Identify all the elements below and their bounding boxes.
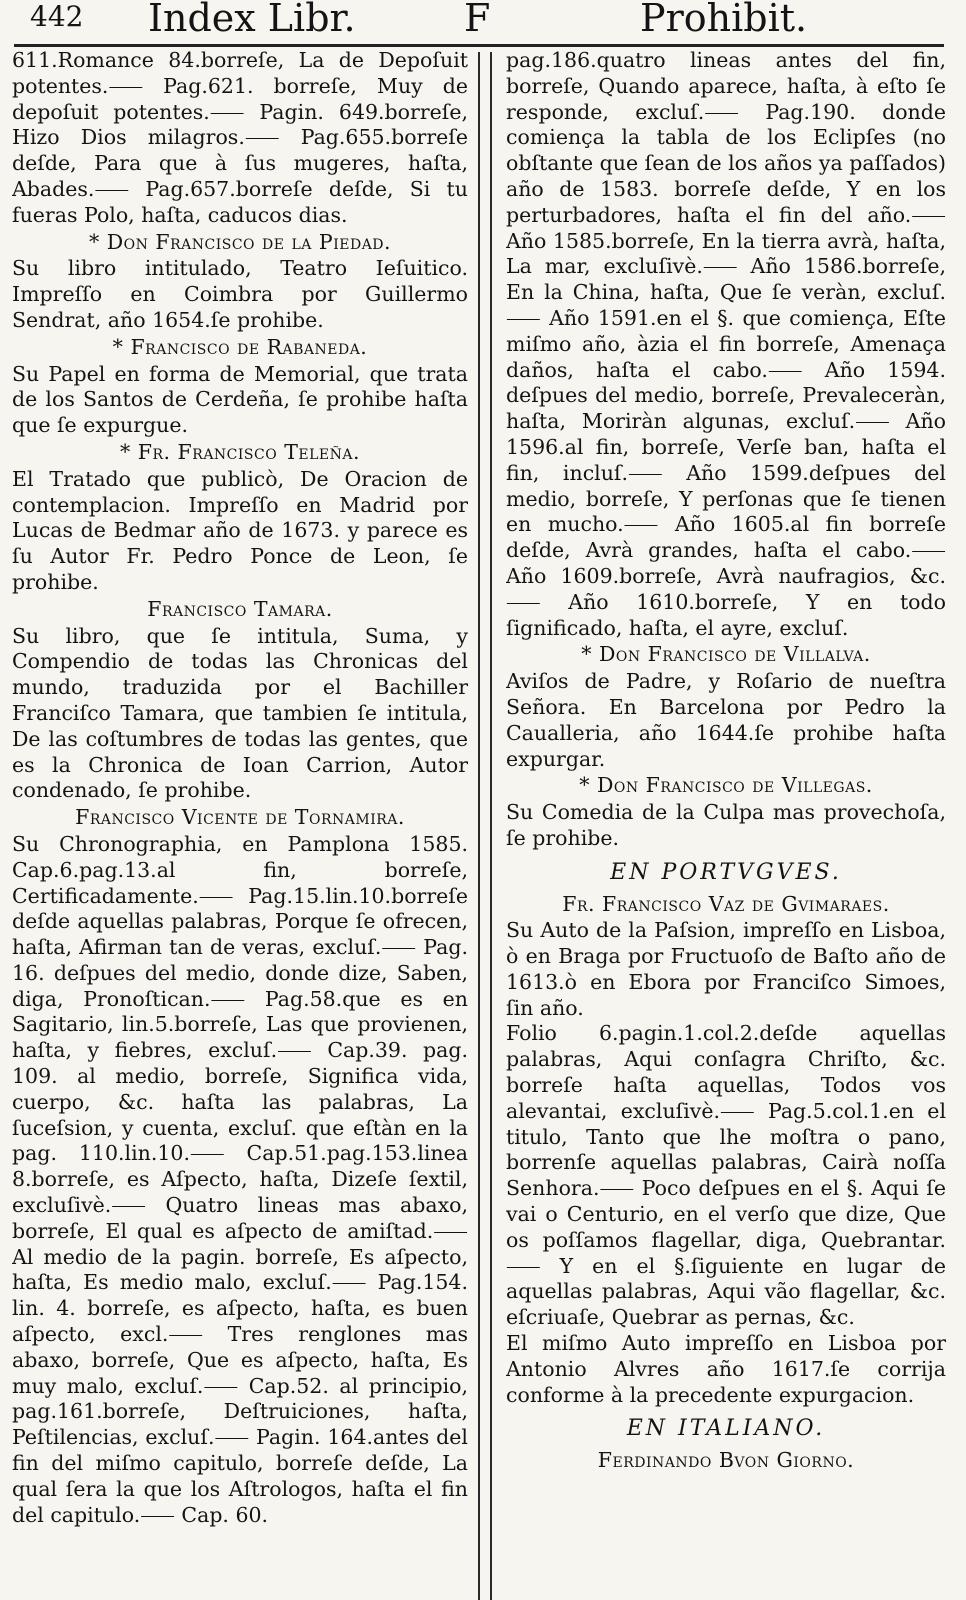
column-divider <box>478 52 480 1600</box>
language-section-heading: EN PORTVGVES. <box>610 859 842 885</box>
entry-text: Folio 6.pagin.1.col.2.deſde aquellas palabras, Aqui conſagra Chriſto, &c. borreſe haſta aquellas, Todos vos alevantai, excluſivè.⸺ Pag.5.col.1.en el titulo, Tanto que lhe moſtra o pano, borrenſe aquellas palabras, Cairà noſſa Senhora.⸺ Poco deſpues en el §. Aqui ſe vai o Centurio, en el verſo que dize, Que os poſſamos flagellar, diga, Quebrantar.⸺ Y en el §.ſiguiente en lugar de aquellas palabras, Aqui vão flagellar, &c. eſcriuaſe, Quebrar as pernas, &c. <box>506 1021 946 1330</box>
author-heading: Francisco Vicente de Tornamira. <box>75 805 405 830</box>
right-column <box>506 48 946 1596</box>
entry-text: Su Auto de la Paſsion, impreſſo en Lisboa, ò en Braga por Fructuoſo de Baſto año de 1613.ò en Ebora por Franciſco Simoes, ſin año. <box>506 918 946 1020</box>
entry-text: 611.Romance 84.borreſe, La de Depoſuit potentes.⸺ Pag.621. borreſe, Muy de depoſuit potentes.⸺ Pagin. 649.borreſe, Hizo Dios milagros.⸺ Pag.655.borreſe deſde, Para que à ſus mugeres, haſta, Abades.⸺ Pag.657.borreſe deſde, Si tu fueras Polo, haſta, caducos dias. <box>12 48 468 227</box>
entry-text: Su libro, que ſe intitula, Suma, y Compendio de todas las Chronicas del mundo, traduzida por el Bachiller Franciſco Tamara, que tambien ſe intitula, De las coſtumbres de todas las gentes, que es la Chronica de Ioan Carrion, Autor condenado, ſe prohibe. <box>12 623 468 803</box>
header-rule <box>14 44 944 47</box>
author-heading: * Francisco de Rabaneda. <box>112 334 368 359</box>
column-divider <box>490 52 492 1600</box>
author-heading: * Don Francisco de Villalva. <box>581 642 871 667</box>
author-heading: Francisco Tamara. <box>147 596 333 621</box>
entry-text: Su Chronographia, en Pamplona 1585. Cap.6.pag.13.al fin, borreſe, Certificadamente.⸺ Pag.15.lin.10.borreſe deſde aquellas palabras, Porque ſe ofrecen, haſta, Afirman tan de veras, excluſ.⸺ Pag. 16. deſpues del medio, donde dize, Saben, diga, Pronoſtican.⸺ Pag.58.que es en Sagitario, lin.5.borreſe, Las que provienen, haſta, y fiebres, excluſ.⸺ Cap.39. pag. 109. al medio, borreſe, Significa vida, cuerpo, &c. haſta las palabras, La ſuceſsion, y cuenta, excluſ. que eſtàn en la pag. 110.lin.10.⸺ Cap.51.pag.153.linea 8.borreſe, es Aſpecto, haſta, Dizeſe ſextil, excluſivè.⸺ Quatro lineas mas abaxo, borreſe, El qual es aſpecto de amiſtad.⸺ Al medio de la pagin. borreſe, Es aſpecto, haſta, Es medio malo, excluſ.⸺ Pag.154. lin. 4. borreſe, es aſpecto, haſta, es buen aſpecto, excl.⸺ Tres renglones mas abaxo, borreſe, Que es aſpecto, haſta, Es muy malo, excluſ.⸺ Cap.52. al principio, pag.161.borreſe, Deſtruiciones, haſta, Peſtilencias, excluſ.⸺ Pagin. 164.antes del fin del miſmo capitulo, borreſe deſde, La qual ſera la que los Aſtrologos, haſta el fin del capitulo.⸺ Cap. 60. <box>12 831 468 1527</box>
entry-text: Su Comedia de la Culpa mas provechoſa, ſe prohibe. <box>506 800 946 850</box>
running-title-left: Index Libr. <box>148 0 356 40</box>
entry-text: El miſmo Auto impreſſo en Lisboa por Antonio Alvres año 1617.ſe corrija conforme à la precedente expurgacion. <box>506 1331 946 1407</box>
language-section-heading: EN ITALIANO. <box>626 1416 826 1442</box>
author-heading: Ferdinando Bvon Giorno. <box>597 1448 855 1473</box>
signature-letter: F <box>464 0 491 40</box>
author-heading: Fr. Francisco Vaz de Gvimaraes. <box>562 891 890 916</box>
author-heading: * Fr. Francisco Teleña. <box>119 439 360 464</box>
entry-text: pag.186.quatro lineas antes del fin, borreſe, Quando aparece, haſta, à eſto ſe responde, excluſ.⸺ Pag.190. donde comiença la tabla de los Eclipſes (no obſtante que ſean de los años ya paſſados) año de 1583. borreſe deſde, Y en los perturbadores, haſta el fin del año.⸺ Año 1585.borreſe, En la tierra avrà, haſta, La mar, excluſivè.⸺ Año 1586.borreſe, En la China, haſta, Que ſe veràn, excluſ.⸺ Año 1591.en el §. que comiença, Eſte miſmo año, àzia el fin borreſe, Amenaça daños, haſta el cabo.⸺ Año 1594. deſpues del medio, borreſe, Prevaleceràn, haſta, Moriràn algunas, excluſ.⸺ Año 1596.al fin, borreſe, Verſe ban, haſta el fin, incluſ.⸺ Año 1599.deſpues del medio, borreſe, Y perſonas que ſe tienen en mucho.⸺ Año 1605.al fin borreſe deſde, Avrà grandes, haſta el cabo.⸺ Año 1609.borreſe, Avrà naufragios, &c.⸺ Año 1610.borreſe, Y en todo ſignificado, haſta, el ayre, excluſ. <box>506 48 946 640</box>
entry-text: Su Papel en forma de Memorial, que trata de los Santos de Cerdeña, ſe prohibe haſta que ſe expurgue. <box>12 361 468 438</box>
entry-text: El Tratado que publicò, De Oracion de contemplacion. Impreſſo en Madrid por Lucas de Bedmar año de 1673. y parece es ſu Autor Fr. Pedro Ponce de Leon, ſe prohibe. <box>12 466 468 594</box>
entry-text: Aviſos de Padre, y Roſario de nueſtra Señora. En Barcelona por Pedro la Caualleria, año 1644.ſe prohibe haſta expurgar. <box>506 669 946 771</box>
author-heading: * Don Francisco de la Piedad. <box>88 229 392 254</box>
running-title-right: Prohibit. <box>640 0 808 40</box>
entry-text: Su libro intitulado, Teatro Ieſuitico. Impreſſo en Coimbra por Guillermo Sendrat, año 1654.ſe prohibe. <box>12 256 468 332</box>
author-heading: * Don Francisco de Villegas. <box>579 773 873 798</box>
left-column <box>12 48 468 1596</box>
page-number: 442 <box>30 0 84 33</box>
